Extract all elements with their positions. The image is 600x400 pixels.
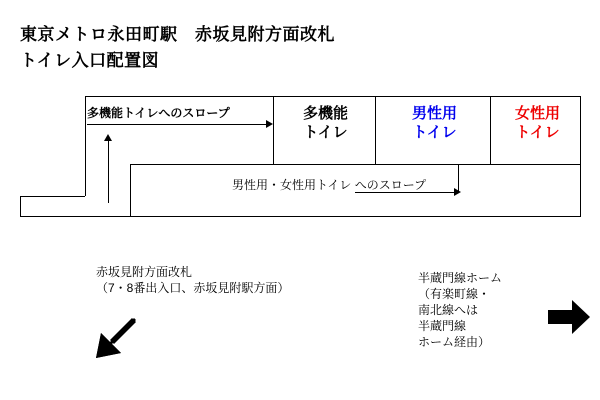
page-title-line1: 東京メトロ永田町駅 赤坂見附方面改札 — [20, 25, 335, 44]
wall-right — [580, 96, 581, 217]
divider-womens-left — [490, 96, 491, 164]
slope-label-general-line2: へのスロープ — [354, 178, 427, 192]
caption-exit-line1: 赤坂見附方面改札 — [96, 265, 193, 279]
arrow-right-icon — [546, 294, 592, 340]
room-label-mens-line2: トイレ — [412, 124, 457, 141]
caption-exit — [96, 264, 289, 296]
caption-platform-line2: （有楽町線・ — [418, 287, 491, 301]
wall-room-bottom-left — [130, 164, 273, 165]
slope-arrow-multipurpose-icon — [266, 120, 273, 128]
caption-platform-line4: 半蔵門線 — [418, 319, 467, 333]
wall-corridor-inner — [130, 164, 131, 216]
route-line-up — [108, 141, 109, 203]
wall-left — [20, 196, 21, 217]
wall-top — [85, 96, 580, 97]
route-line-general — [355, 192, 455, 193]
wall-left-inner — [85, 96, 86, 196]
room-label-womens — [500, 104, 575, 142]
caption-exit-line2: （7・8番出入口、赤坂見附駅方面） — [96, 281, 290, 295]
caption-platform-line5: ホーム経由） — [418, 335, 491, 349]
caption-platform-line1: 半蔵門線ホーム — [418, 271, 503, 285]
divider-mens-left — [375, 96, 376, 164]
wall-corridor-left-top — [20, 196, 85, 197]
divider-multipurpose-left — [273, 96, 274, 164]
slope-label-multipurpose: 多機能トイレへのスロープ — [87, 106, 230, 120]
room-label-multipurpose — [283, 104, 368, 142]
route-line-general-up — [458, 164, 459, 192]
slope-label-general — [232, 178, 426, 193]
room-label-multipurpose-line2: トイレ — [303, 124, 348, 141]
room-label-womens-line1: 女性用 — [514, 105, 560, 122]
caption-platform-line3: 南北線へは — [418, 303, 479, 317]
room-label-multipurpose-line1: 多機能 — [302, 105, 348, 122]
slope-label-general-line1: 男性用・女性用トイレ — [232, 178, 352, 192]
room-label-womens-line2: トイレ — [515, 124, 560, 141]
room-label-mens — [387, 104, 482, 142]
room-label-mens-line1: 男性用 — [411, 105, 457, 122]
route-arrow-up-icon — [104, 134, 112, 141]
wall-bottom — [20, 216, 580, 217]
page-title-line2: トイレ入口配置図 — [20, 51, 160, 70]
slope-underline-multipurpose — [87, 124, 267, 125]
caption-platform — [418, 270, 502, 350]
arrow-down-left-icon — [92, 316, 138, 362]
wall-room-bottom-right — [273, 164, 580, 165]
